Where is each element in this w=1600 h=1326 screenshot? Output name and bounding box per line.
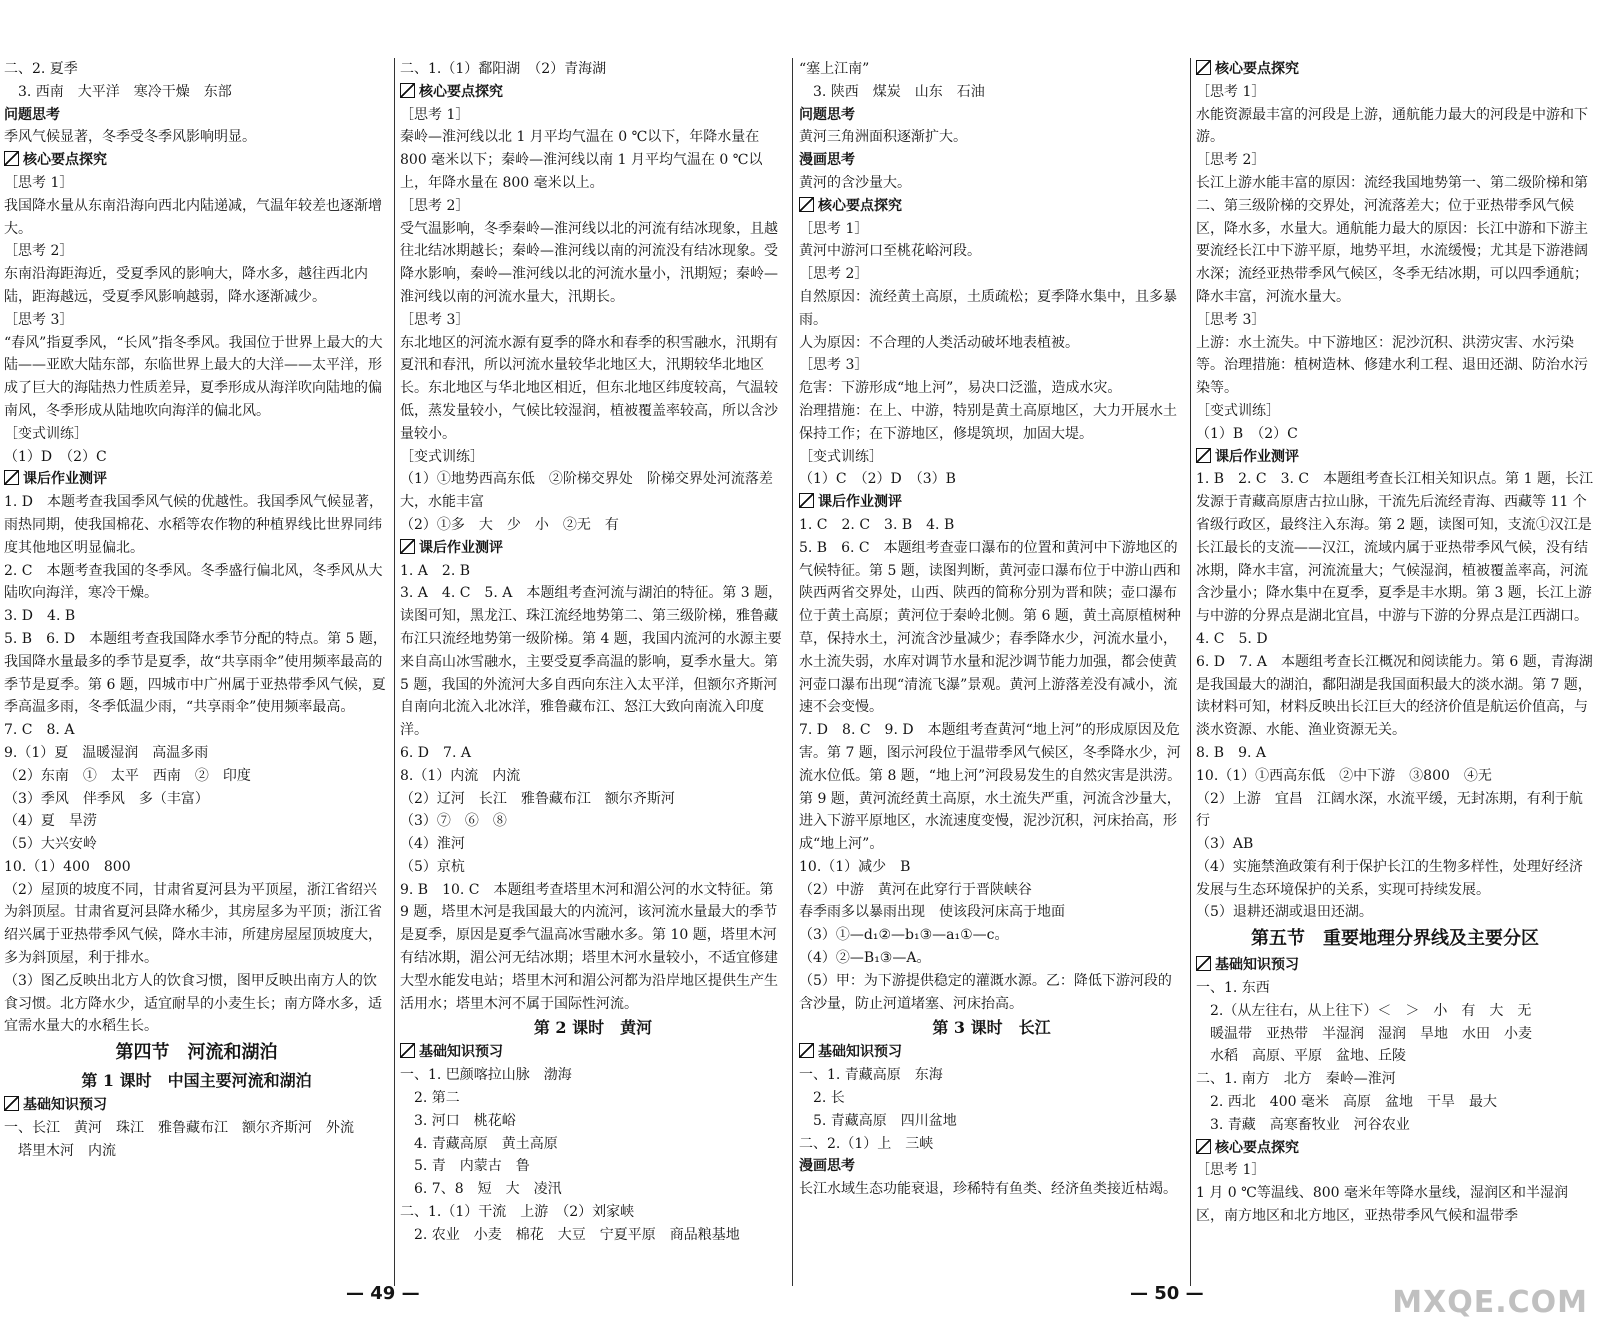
answer-line: ［思考 2］ xyxy=(400,197,470,214)
block-heading: 课后作业测评 xyxy=(400,537,786,560)
answer-line: 2. C 本题考查我国的冬季风。冬季盛行偏北风，冬季风从大陆吹向海洋，寒冷干燥。 xyxy=(4,562,383,602)
answer-line: ［思考 1］ xyxy=(400,106,470,123)
answer-line: （2）中游 黄河在此穿行于晋陕峡谷 xyxy=(799,881,1032,898)
answer-line: 水稻 高原、平原 盆地、丘陵 xyxy=(1196,1048,1406,1065)
answer-line: 1. A 2. B xyxy=(400,562,471,579)
answer-line: 3. 西南 大平洋 寒冷干燥 东部 xyxy=(4,83,232,100)
answer-line: ［变式训练］ xyxy=(1196,402,1280,419)
answer-line: 5. 青藏高原 四川盆地 xyxy=(799,1112,957,1129)
answer-line: 黄河中游河口至桃花峪河段。 xyxy=(799,243,981,260)
answer-line: 2. 农业 小麦 棉花 大豆 宁夏平原 商品粮基地 xyxy=(400,1226,740,1243)
block-heading: 课后作业测评 xyxy=(799,491,1184,514)
answer-line: ［思考 1］ xyxy=(799,220,869,237)
column-divider xyxy=(394,58,395,1286)
answer-line: “春风”指夏季风，“长风”指冬季风。我国位于世界上最大的大陆——亚欧大陆东部，东临世界上最大的大洋——太平洋，形成了巨大的海陆热力性质差异，夏季形成从海洋吹向陆地的偏南风，冬季形成从陆地吹向海洋的偏北风。 xyxy=(4,334,383,419)
answer-line: （2）辽河 长江 雅鲁藏布江 额尔齐斯河 xyxy=(400,790,675,807)
watermark: MXQE.COM xyxy=(1392,1285,1588,1320)
question-label: 问题思考 xyxy=(799,106,855,123)
block-heading: 课后作业测评 xyxy=(4,468,389,491)
basic-preview-heading: 基础知识预习 xyxy=(799,1041,1184,1064)
section-title: 第四节 河流和湖泊 xyxy=(115,1042,278,1064)
answer-line: 6. D 7. A 本题组考查长江概况和阅读能力。第 6 题，青海湖是我国最大的湖泊，鄱阳湖是我国面积最大的淡水湖。第 7 题，读材料可知，材料反映出长江巨大的经济价值是航运价值高，与淡水资源、水能、渔业资源无关。 xyxy=(1196,653,1593,739)
answer-line: ［变式训练］ xyxy=(799,448,883,465)
lesson-answers xyxy=(799,1064,1184,1201)
answer-line: （4）夏 旱涝 xyxy=(4,813,97,830)
answer-line: 10.（1）减少 B xyxy=(799,858,911,875)
block-heading: 核心要点探究 xyxy=(1196,58,1594,81)
answer-line: ［思考 2］ xyxy=(1196,152,1266,169)
column-divider xyxy=(792,58,793,1286)
answer-line: 4. 青藏高原 黄土高原 xyxy=(400,1135,558,1152)
answer-line: （3）AB xyxy=(1196,836,1254,853)
answer-line: 1 月 0 ℃等温线、800 毫米年等降水量线，湿润区和半湿润区，南方地区和北方地区，亚热带季风气候和温带季 xyxy=(1196,1185,1568,1225)
answer-line: （3）⑦ ⑥ ⑧ xyxy=(400,813,507,830)
answer-line: 7. C 8. A xyxy=(4,722,75,739)
answer-line: 治理措施：在上、中游，特别是黄土高原地区，大力开展水土保持工作；在下游地区，修堤筑坝，加固大堤。 xyxy=(799,402,1177,442)
answer-line: 春季雨多以暴雨出现 使该段河床高于地面 xyxy=(799,904,1065,921)
block-heading: 核心要点探究 xyxy=(799,195,1184,218)
answer-line: （2）东南 ① 太平 西南 ② 印度 xyxy=(4,767,251,784)
column-2 xyxy=(400,58,786,1286)
question-label: 问题思考 xyxy=(4,106,60,123)
answer-line: （1）①地势西高东低 ②阶梯交界处 阶梯交界处河流落差大，水能丰富 xyxy=(400,471,773,511)
column-3 xyxy=(799,58,1184,1286)
lesson-title: 第 3 课时 长江 xyxy=(932,1018,1051,1038)
answer-line: （1）D （2）C xyxy=(4,448,107,465)
answer-line: （3）季风 伴季风 多（丰富） xyxy=(4,790,209,807)
answer-line: 我国降水量从东南沿海向西北内陆递减，气温年较差也逐渐增大。 xyxy=(4,197,382,237)
answer-line: 一、1. 巴颜喀拉山脉 渤海 xyxy=(400,1067,572,1084)
answer-line: 长江水域生态功能衰退，珍稀特有鱼类、经济鱼类接近枯竭。 xyxy=(799,1181,1177,1198)
answer-line: ［思考 2］ xyxy=(4,243,74,260)
answer-line: ［思考 3］ xyxy=(4,311,74,328)
answer-line: 1. C 2. C 3. B 4. B xyxy=(799,516,955,533)
answer-line: （2）上游 宜昌 江阔水深，水流平缓，无封冻期，有利于航行 xyxy=(1196,790,1583,830)
basic-preview-heading: 基础知识预习 xyxy=(1196,954,1594,977)
basic-preview-heading: 基础知识预习 xyxy=(4,1094,389,1117)
answer-line: “塞上江南” xyxy=(799,61,870,77)
answer-line: 受气温影响，冬季秦岭—淮河线以北的河流有结冰现象，且越往北结冰期越长；秦岭—淮河线以南的河流没有结冰现象。受降水影响，秦岭—淮河线以北的河流水量小，汛期短；秦岭—淮河线以南的河流水量大，汛期长。 xyxy=(400,220,778,305)
answer-line: ［思考 3］ xyxy=(799,357,869,374)
answer-line: 二、2.（1）上 三峡 xyxy=(799,1135,934,1152)
answer-line: ［思考 3］ xyxy=(400,311,470,328)
question-label: 漫画思考 xyxy=(799,1158,855,1175)
answer-line: 人为原因：不合理的人类活动破坏地表植被。 xyxy=(799,334,1079,351)
answer-line: 5. 青 内蒙古 鲁 xyxy=(400,1158,530,1175)
answer-line: 4. C 5. D xyxy=(1196,630,1268,647)
answer-line: 二、1.（1）鄱阳湖 （2）青海湖 xyxy=(400,61,607,77)
answer-line: （3）①—d₁②—b₁③—a₁①—c。 xyxy=(799,927,1009,944)
answer-line: 二、1.（1）干流 上游 （2）刘家峡 xyxy=(400,1204,635,1221)
answer-line: 黄河三角洲面积逐渐扩大。 xyxy=(799,129,967,146)
answer-line: 一、1. 东西 xyxy=(1196,980,1270,997)
answer-line: 3. 河口 桃花峪 xyxy=(400,1112,516,1129)
answer-line: （5）京杭 xyxy=(400,858,465,875)
answer-line: 危害：下游形成“地上河”，易决口泛滥，造成水灾。 xyxy=(799,380,1122,397)
answer-line: 塔里木河 内流 xyxy=(4,1142,116,1159)
answer-line: 2. 长 xyxy=(799,1090,845,1107)
answer-line: 9. B 10. C 本题组考查塔里木河和湄公河的水文特征。第 9 题，塔里木河是我国最大的内流河，该河流水量最大的季节是夏季，原因是夏季气温高冰雪融水多。第 10 题，塔里木河有结冰期，湄公河无结冰期；塔里木河水量较小，不适宜修建大型水能发电站；塔里木河和湄公河都为沿岸地区提供生产生活用水；塔里木河不属于国际性河流。 xyxy=(400,881,778,1012)
column-divider xyxy=(1190,58,1191,1286)
answer-line: 长江上游水能丰富的原因：流经我国地势第一、第二级阶梯和第二、第三级阶梯的交界处，河流落差大；位于亚热带季风气候区，降水多，水量大。通航能力最大的原因：长江中游和下游主要流经长江中下游平原，地势平坦，水流缓慢；尤其是下游港阔水深；流经亚热带季风气候区，冬季无结冰期，可以四季通航；降水丰富，河流水量大。 xyxy=(1196,174,1588,305)
answer-line: 10.（1）①西高东低 ②中下游 ③800 ④无 xyxy=(1196,767,1492,784)
answer-line: （4）②—B₁③—A。 xyxy=(799,950,931,967)
column-1 xyxy=(4,58,389,1286)
answer-line: 3. D 4. B xyxy=(4,608,76,625)
lesson-title: 第 1 课时 中国主要河流和湖泊 xyxy=(81,1071,312,1091)
answer-line: 7. D 8. C 9. D 本题组考查黄河“地上河”的形成原因及危害。第 7 题，图示河段位于温带季风气候区，冬季降水少，河流水位低。第 8 题，“地上河”河段易发生的自然灾害是洪涝。第 9 题，黄河流经黄土高原，水土流失严重，河流含沙量大，进入下游平原地区，水流速度变慢，泥沙沉积，河床抬高，形成“地上河”。 xyxy=(799,722,1182,853)
page-number-right: — 50 — xyxy=(1130,1283,1204,1304)
block-heading: 核心要点探究 xyxy=(400,81,786,104)
answer-line: （2）①多 大 少 小 ②无 有 xyxy=(400,516,619,533)
answer-line: ［思考 2］ xyxy=(799,266,869,283)
lesson-answers xyxy=(400,1064,786,1246)
answer-line: （1）B （2）C xyxy=(1196,425,1298,442)
answer-line: 东南沿海距海近，受夏季风的影响大，降水多，越往西北内陆，距海越远，受夏季风影响越弱，降水逐渐减少。 xyxy=(4,266,368,305)
answer-line: 3. 青藏 高寒畜牧业 河谷农业 xyxy=(1196,1116,1410,1133)
answer-line: 6. 7、8 短 大 凌汛 xyxy=(400,1181,562,1198)
question-label: 漫画思考 xyxy=(799,152,855,169)
answer-line: 二、1. 南方 北方 秦岭—淮河 xyxy=(1196,1071,1396,1088)
answer-line: （5）退耕还湖或退田还湖。 xyxy=(1196,904,1373,921)
answer-line: 5. B 6. C 本题组考查壶口瀑布的位置和黄河中下游地区的气候特征。第 5 题，读图判断，黄河壶口瀑布位于中游山西和陕西两省交界处，山西、陕西的简称分别为晋和陕；壶口瀑布位于黄土高原；黄河位于秦岭北侧。第 6 题，黄土高原植树种草，保持水土，河流含沙量减少；春季降水少，河流水量小，水土流失弱，水库对调节水量和泥沙调节能力加强，都会使黄河壶口瀑布出现“清流飞瀑”景观。黄河上游落差没有减小，流速不会变慢。 xyxy=(799,539,1181,716)
column-4-body xyxy=(1196,58,1594,924)
answer-line: （5）甲：为下游提供稳定的灌溉水源。乙：降低下游河段的含沙量，防止河道堵塞、河床抬高。 xyxy=(799,972,1172,1012)
block-heading: 核心要点探究 xyxy=(4,149,389,172)
answer-line: 6. D 7. A xyxy=(400,744,471,761)
answer-line: 季风气候显著，冬季受冬季风影响明显。 xyxy=(4,129,256,146)
answer-line: （2）屋顶的坡度不同，甘肃省夏河县为平顶屋，浙江省绍兴为斜顶屋。甘肃省夏河县降水稀少，其房屋多为平顶；浙江省绍兴属于亚热带季风气候，降水丰沛，所建房屋屋顶坡度大，多为斜顶屋，利于排水。 xyxy=(4,881,382,967)
answer-line: ［思考 3］ xyxy=(1196,311,1266,328)
core-points-heading: 核心要点探究 xyxy=(1196,1137,1594,1160)
answer-line: 一、长江 黄河 珠江 雅鲁藏布江 额尔齐斯河 外流 xyxy=(4,1120,354,1137)
basic-preview-heading: 基础知识预习 xyxy=(400,1041,786,1064)
answer-line: ［思考 1］ xyxy=(1196,83,1266,100)
answer-line: 3. 陕西 煤炭 山东 石油 xyxy=(799,83,985,100)
answer-line: （5）大兴安岭 xyxy=(4,836,97,853)
answer-line: （1）C （2）D （3）B xyxy=(799,471,956,488)
answer-line: 水能资源最丰富的河段是上游，通航能力最大的河段是中游和下游。 xyxy=(1196,106,1588,146)
answer-line: ［变式训练］ xyxy=(400,448,484,465)
answer-line: 自然原因：流经黄土高原，土质疏松；夏季降水集中，且多暴雨。 xyxy=(799,288,1177,328)
lesson-answers xyxy=(1196,977,1594,1137)
column-4 xyxy=(1196,58,1594,1286)
answer-line: ［思考 1］ xyxy=(1196,1162,1266,1179)
answer-line: ［变式训练］ xyxy=(4,425,88,442)
answer-line: ［思考 1］ xyxy=(4,174,74,191)
answer-line: 2.（从左往右，从上往下）＜ ＞ 小 有 大 无 xyxy=(1196,1002,1532,1019)
answer-line: 8.（1）内流 内流 xyxy=(400,767,521,784)
column-1-body xyxy=(4,58,389,1038)
answer-line: 8. B 9. A xyxy=(1196,744,1267,761)
answer-line: 秦岭—淮河线以北 1 月平均气温在 0 ℃以下，年降水量在 800 毫米以下；秦岭—淮河线以南 1 月平均气温在 0 ℃以上，年降水量在 800 毫米以上。 xyxy=(400,129,764,191)
answer-line: 1. B 2. C 3. C 本题组考查长江相关知识点。第 1 题，长江发源于青藏高原唐古拉山脉，干流先后流经青海、西藏等 11 个省级行政区，最终注入东海。第 2 题，读图可知，支流①汉江是长江最长的支流——汉江，流域内属于亚热带季风气候，没有结冰期，降水丰富，河流流量大；气候湿润，植被覆盖率高，河流含沙量小；降水集中在夏季，夏季是丰水期。第 3 题，长江上游与中游的分界点是湖北宜昌，中游与下游的分界点是江西湖口。 xyxy=(1196,471,1593,625)
answer-line: 9.（1）夏 温暖湿润 高温多雨 xyxy=(4,744,209,761)
answer-line: 上游：水土流失。中下游地区：泥沙沉积、洪涝灾害、水污染等。治理措施：植树造林、修建水利工程、退田还湖、防治水污染等。 xyxy=(1196,334,1588,397)
column-3-body xyxy=(799,58,1184,1015)
column-2-body xyxy=(400,58,786,1015)
answer-line: 二、2. 夏季 xyxy=(4,61,78,77)
answer-line: 3. A 4. C 5. A 本题组考查河流与湖泊的特征。第 3 题，读图可知，黑龙江、珠江流经地势第二、第三级阶梯，雅鲁藏布江只流经地势第一级阶梯。第 4 题，我国内流河的水源主要来自高山冰雪融水，主要受夏季高温的影响，夏季水量大。第 5 题，我国的外流河大多自西向东注入太平洋，但额尔齐斯河自南向北流入北冰洋，雅鲁藏布江、怒江大致向南流入印度洋。 xyxy=(400,585,783,739)
answer-line: 黄河的含沙量大。 xyxy=(799,174,911,191)
answer-line: 1. D 本题考查我国季风气候的优越性。我国季风气候显著，雨热同期，使我国棉花、水稻等农作物的种植界线比世界同纬度其他地区明显偏北。 xyxy=(4,494,384,556)
lesson-answers xyxy=(4,1117,389,1163)
answer-line: （4）实施禁渔政策有利于保护长江的生物多样性，处理好经济发展与生态环境保护的关系，实现可持续发展。 xyxy=(1196,858,1583,898)
answer-line: 一、1. 青藏高原 东海 xyxy=(799,1067,943,1084)
answer-line: 2. 西北 400 毫米 高原 盆地 干旱 最大 xyxy=(1196,1094,1497,1111)
answer-line: 暖温带 亚热带 半湿润 湿润 旱地 水田 小麦 xyxy=(1196,1025,1532,1042)
answer-line: 10.（1）400 800 xyxy=(4,858,131,875)
answer-line: 东北地区的河流水源有夏季的降水和春季的积雪融水，汛期有夏汛和春汛，所以河流水量较华北地区大，汛期较华北地区长。东北地区与华北地区相近，但东北地区纬度较高，气温较低，蒸发量较小，气候比较湿润，植被覆盖率较高，所以含沙量较小。 xyxy=(400,334,778,442)
answer-line: 5. B 6. D 本题组考查我国降水季节分配的特点。第 5 题，我国降水量最多的季节是夏季，故“共享雨伞”使用频率最高的季节是夏季。第 6 题，四城市中广州属于亚热带季风气候，夏季高温多雨，冬季低温少雨，“共享雨伞”使用频率最高。 xyxy=(4,630,387,716)
section-title: 第五节 重要地理分界线及主要分区 xyxy=(1251,928,1539,950)
lesson-answers xyxy=(1196,1159,1594,1227)
answer-line: （4）淮河 xyxy=(400,836,465,853)
answer-line: 2. 第二 xyxy=(400,1090,460,1107)
lesson-title: 第 2 课时 黄河 xyxy=(533,1018,653,1038)
page-number-left: — 49 — xyxy=(346,1283,420,1304)
answer-line: （3）图乙反映出北方人的饮食习惯，图甲反映出南方人的饮食习惯。北方降水少，适宜耐旱的小麦生长；南方降水多，适宜需水量大的水稻生长。 xyxy=(4,972,382,1035)
block-heading: 课后作业测评 xyxy=(1196,446,1594,469)
